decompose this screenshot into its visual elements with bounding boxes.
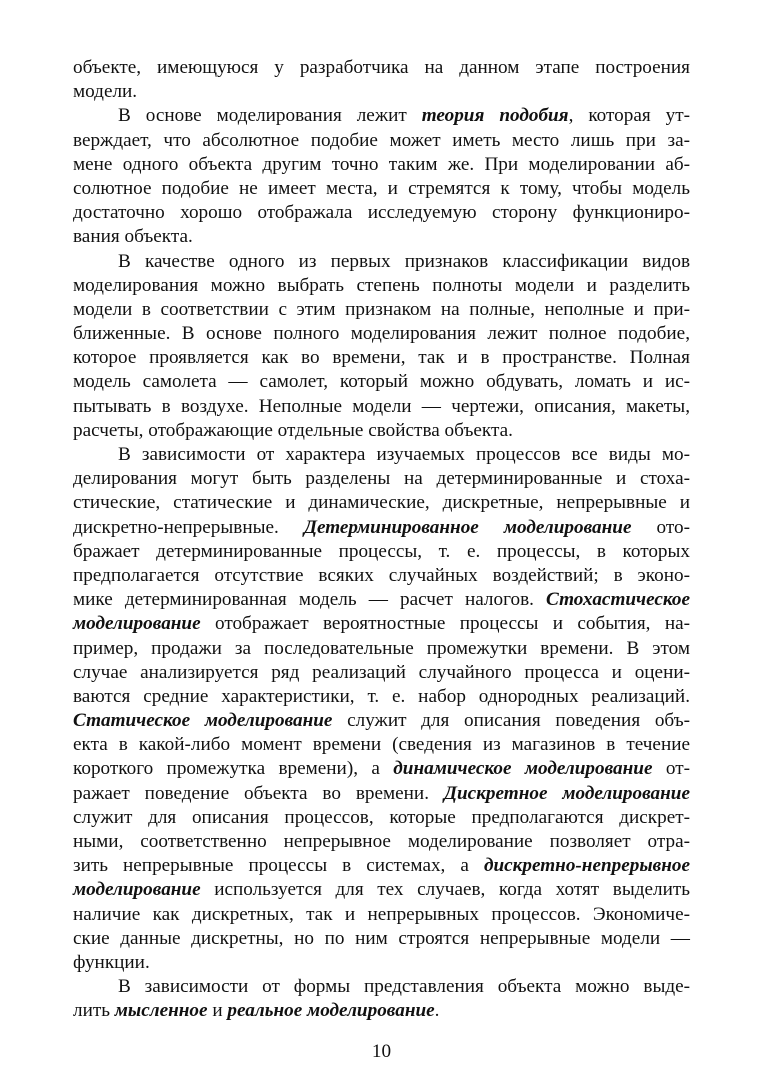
text-segment: используется для тех случаев, когда хотят выделить	[200, 879, 690, 901]
text-segment: и	[207, 1000, 228, 1022]
text-segment: моделирования можно выбрать степень полноты модели и разделить	[73, 274, 690, 296]
text-segment: наличие как дискретных, так и непрерывных процессов. Экономиче-	[73, 903, 690, 925]
emphasized-term: дискретно-непрерывное	[483, 855, 690, 877]
text-segment: вания объекта.	[73, 226, 193, 248]
text-segment: мике детерминированная модель — расчет налогов.	[73, 589, 547, 611]
text-segment: расчеты, отображающие отдельные свойства объекта.	[73, 419, 513, 441]
text-segment: модели в соответствии с этим признаком на полные, неполные и при-	[73, 298, 690, 320]
page-body-text	[73, 56, 690, 1024]
text-segment: верждает, что абсолютное подобие может иметь место лишь при за-	[73, 129, 690, 151]
page-number: 10	[371, 1041, 392, 1062]
text-segment: ными, соответственно непрерывное моделирование позволяет отра-	[73, 831, 690, 852]
text-segment: ражает поведение объекта во времени.	[73, 782, 444, 804]
text-segment: отображает вероятностные процессы и события, на-	[200, 613, 690, 635]
text-line	[73, 250, 690, 274]
text-segment: делирования могут быть разделены на детерминированные и стоха-	[73, 468, 690, 490]
text-line	[73, 540, 690, 564]
text-line	[73, 346, 690, 370]
text-line	[73, 201, 690, 225]
text-segment: В основе моделирования лежит	[118, 105, 422, 127]
text-line	[73, 153, 690, 177]
text-line	[73, 322, 690, 346]
text-line	[73, 225, 690, 249]
text-segment: служит для описания поведения объ-	[332, 710, 691, 732]
text-line	[73, 951, 690, 975]
text-segment: мене одного объекта другим точно таким же. При моделировании аб-	[73, 153, 690, 175]
text-line	[73, 80, 690, 104]
text-line	[73, 637, 690, 661]
text-segment: короткого промежутка времени), а	[73, 758, 394, 780]
text-line	[73, 298, 690, 322]
emphasized-term: мысленное	[114, 1000, 208, 1022]
emphasized-term: моделирование	[73, 879, 201, 901]
text-line	[73, 830, 690, 854]
emphasized-term: динамическое моделирование	[393, 758, 653, 780]
text-line	[73, 419, 690, 443]
text-line	[73, 927, 690, 951]
text-segment: ближенные. В основе полного моделирования лежит полное подобие,	[73, 323, 690, 345]
text-segment: екта в какой-либо момент времени (сведения из магазинов в течение	[73, 734, 690, 756]
emphasized-term: теория подобия	[421, 105, 569, 127]
text-segment: ото-	[631, 516, 690, 538]
text-line	[73, 588, 690, 612]
text-line	[73, 443, 690, 467]
text-segment: случае анализируется ряд реализаций случайного процесса и оцени-	[73, 661, 690, 683]
text-segment: бражает детерминированные процессы, т. е. процессы, в которых	[73, 540, 690, 562]
text-line	[73, 564, 690, 588]
text-line	[73, 709, 690, 733]
text-line	[73, 467, 690, 491]
text-line	[73, 806, 690, 830]
text-line	[73, 612, 690, 636]
emphasized-term: Дискретное моделирование	[443, 782, 690, 804]
text-line	[73, 104, 690, 128]
emphasized-term: Стохастическое	[546, 589, 690, 611]
text-line	[73, 56, 690, 80]
text-segment: предполагается отсутствие всяких случайных воздействий; в эконо-	[73, 564, 690, 586]
text-line	[73, 733, 690, 757]
text-segment: объекте, имеющуюся у разработчика на данном этапе построения	[73, 57, 690, 78]
emphasized-term: реальное моделирование	[227, 1000, 435, 1022]
text-line	[73, 903, 690, 927]
text-segment: которое проявляется как во времени, так и в пространстве. Полная	[73, 347, 690, 369]
text-segment: от-	[652, 758, 690, 780]
text-segment: функции.	[73, 951, 150, 973]
text-line	[73, 491, 690, 515]
text-segment: лить	[73, 1000, 115, 1022]
text-segment: модели.	[73, 81, 138, 103]
text-line	[73, 274, 690, 298]
text-line	[73, 516, 690, 540]
text-segment: служит для описания процессов, которые предполагаются дискрет-	[73, 806, 690, 828]
text-line	[73, 782, 690, 806]
text-segment: достаточно хорошо отображала исследуемую сторону функциониро-	[73, 202, 690, 224]
text-segment: ские данные дискретны, но по ним строятся непрерывные модели —	[73, 927, 690, 949]
text-line	[73, 395, 690, 419]
text-segment: В качестве одного из первых признаков классификации видов	[118, 250, 690, 272]
text-segment: пример, продажи за последовательные промежутки времени. В этом	[73, 637, 690, 659]
text-segment: В зависимости от формы представления объекта можно выде-	[118, 976, 690, 998]
text-line	[73, 129, 690, 153]
text-segment: ваются средние характеристики, т. е. набор однородных реализаций.	[73, 685, 690, 707]
text-segment: В зависимости от характера изучаемых процессов все виды мо-	[118, 444, 690, 465]
emphasized-term: Статическое моделирование	[73, 710, 333, 732]
emphasized-term: моделирование	[73, 613, 201, 635]
text-segment: стические, статические и динамические, дискретные, непрерывные и	[73, 492, 690, 514]
text-line	[73, 757, 690, 781]
text-line	[73, 685, 690, 709]
emphasized-term: Детерминированное моделирование	[303, 516, 632, 538]
text-line	[73, 854, 690, 878]
text-line	[73, 975, 690, 999]
text-line	[73, 999, 690, 1023]
text-segment: солютное подобие не имеет места, и стремятся к тому, чтобы модель	[73, 177, 690, 199]
text-segment: дискретно-непрерывные.	[73, 516, 304, 538]
text-segment: модель самолета — самолет, который можно обдувать, ломать и ис-	[73, 371, 690, 393]
text-line	[73, 661, 690, 685]
text-line	[73, 878, 690, 902]
text-segment: , которая ут-	[568, 105, 690, 127]
text-line	[73, 370, 690, 394]
text-line	[73, 177, 690, 201]
text-segment: пытывать в воздухе. Неполные модели — чертежи, описания, макеты,	[73, 395, 690, 417]
text-segment: зить непрерывные процессы в системах, а	[73, 855, 484, 877]
text-segment: .	[434, 1000, 440, 1022]
